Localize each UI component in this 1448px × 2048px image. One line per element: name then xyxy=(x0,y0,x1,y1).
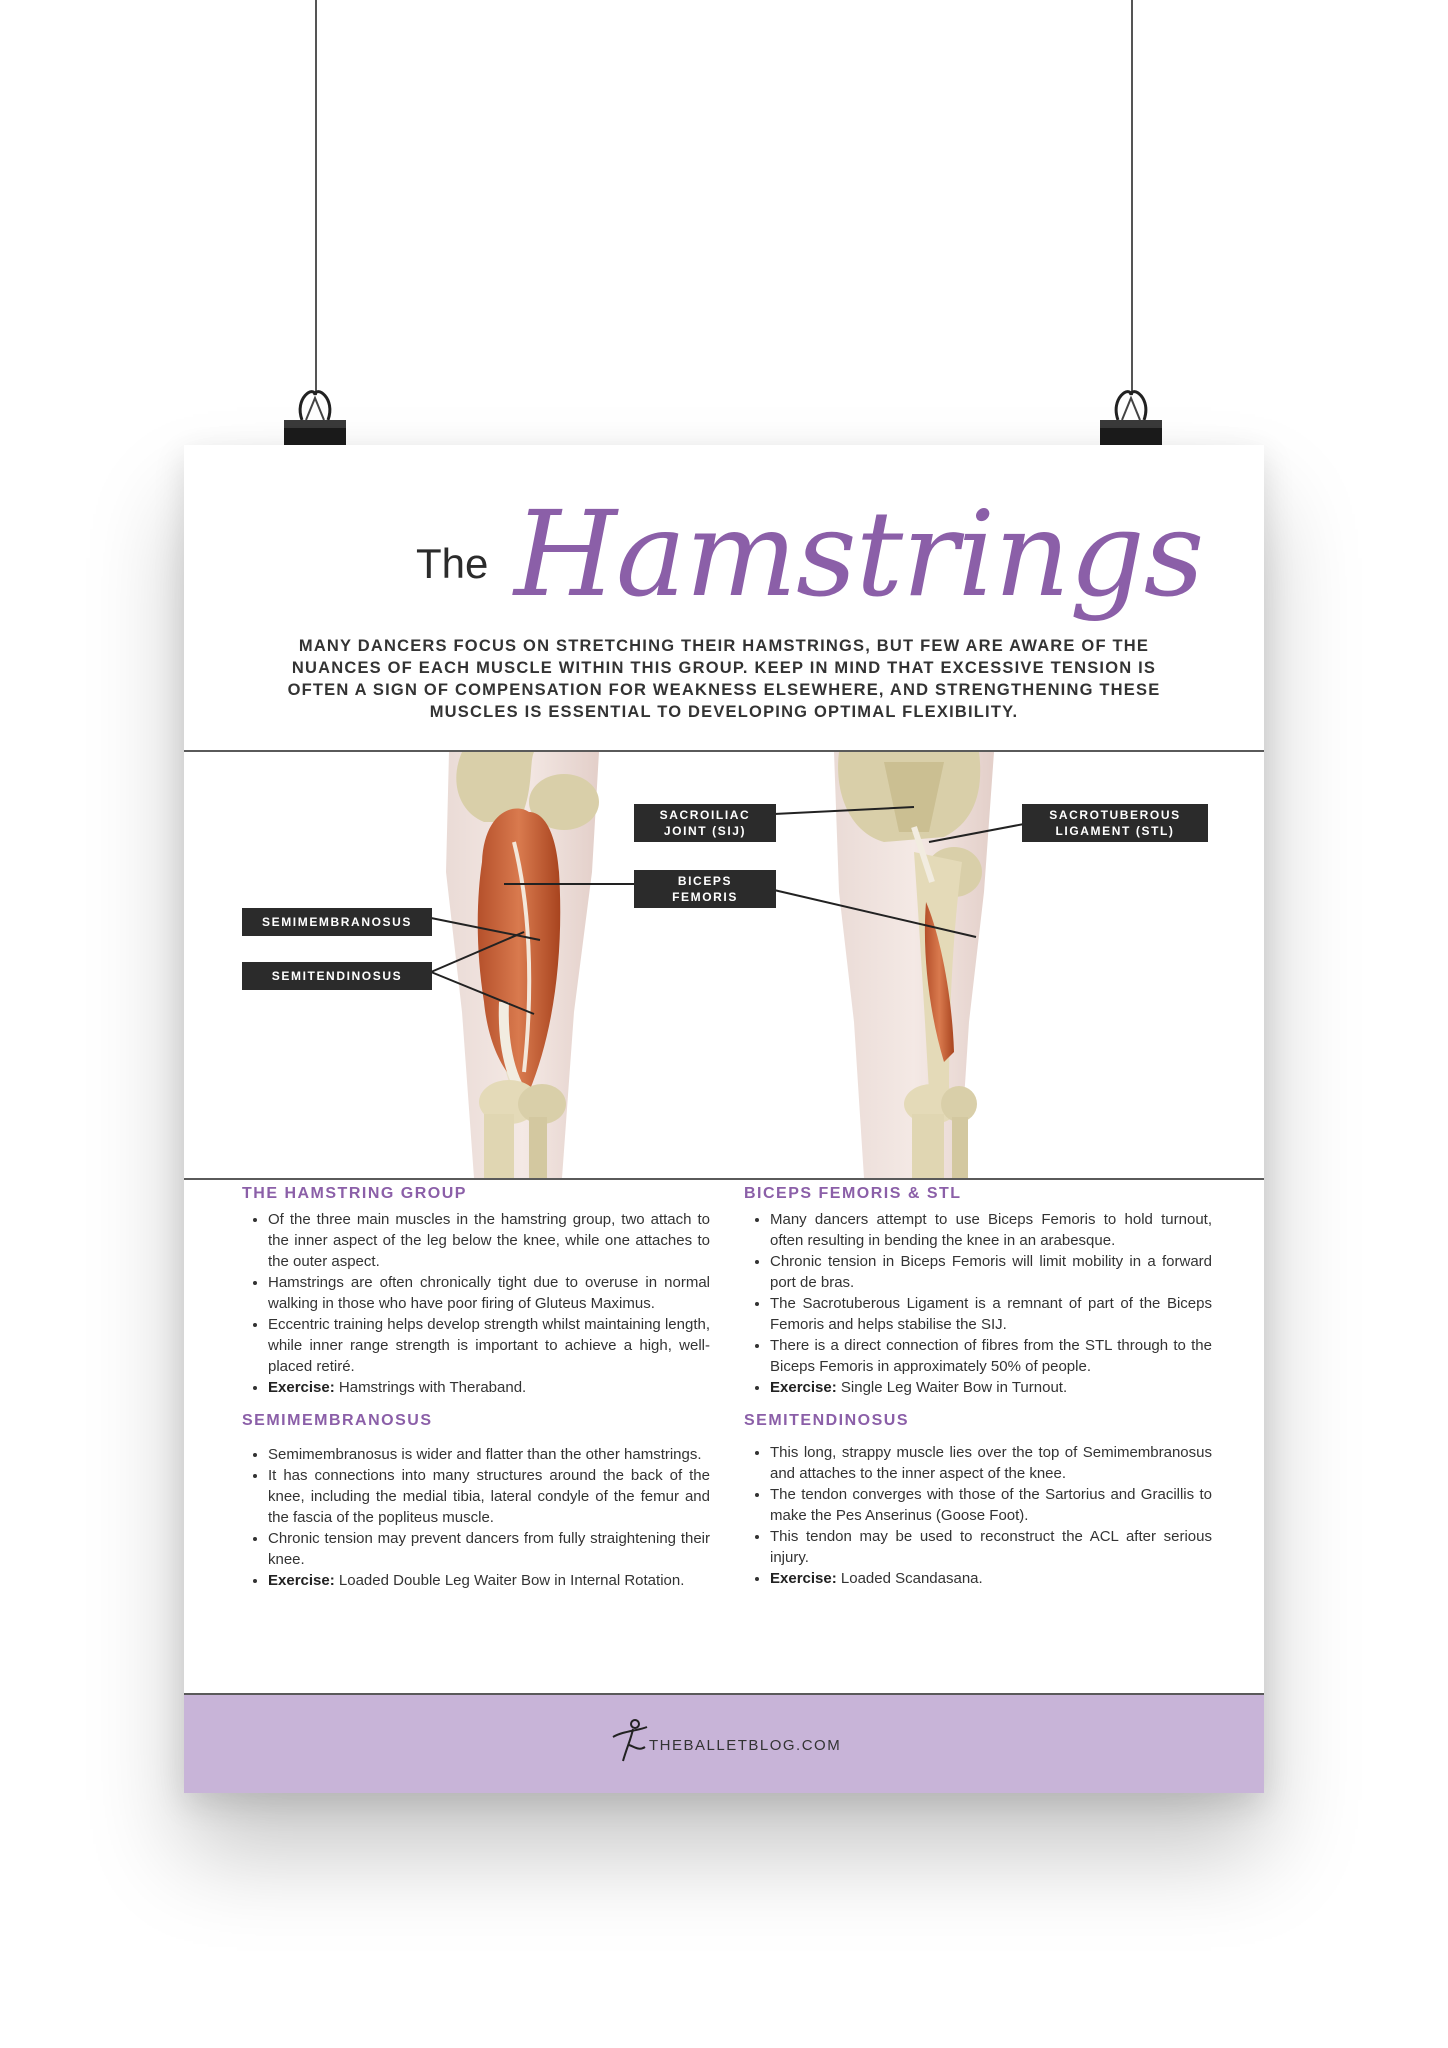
poster-footer xyxy=(184,1695,1264,1793)
label-biceps-line1: BICEPS xyxy=(677,874,733,888)
left-column xyxy=(242,1185,710,1605)
exercise-label: Exercise: xyxy=(268,1379,335,1396)
hanging-wire-left xyxy=(315,0,317,395)
heading-hamstring-group: THE HAMSTRING GROUP xyxy=(242,1185,467,1202)
list-item-exercise xyxy=(770,1377,1212,1398)
heading-biceps-femoris-stl: BICEPS FEMORIS & STL xyxy=(744,1185,962,1202)
footer-site-link[interactable]: THEBALLETBLOG.COM xyxy=(649,1737,842,1754)
label-biceps-femoris xyxy=(634,870,776,908)
right-column xyxy=(744,1185,1212,1603)
exercise-label: Exercise: xyxy=(770,1570,837,1587)
list-item: • Chronic tension in Biceps Femoris will limit mobility in a forward port de bras. xyxy=(770,1251,1212,1293)
exercise-label: Exercise: xyxy=(770,1379,837,1396)
right-leg-illustration xyxy=(834,752,994,1178)
hanging-wire-right xyxy=(1131,0,1133,395)
label-biceps-line2: FEMORIS xyxy=(672,890,738,904)
list-item: • This long, strappy muscle lies over the top of Semimembranosus and attaches to the inner aspect of the knee. xyxy=(770,1442,1212,1484)
poster-header xyxy=(184,445,1264,750)
label-stl-line1: SACROTUBEROUS xyxy=(1049,808,1181,822)
list-item: • The Sacrotuberous Ligament is a remnant of part of the Biceps Femoris and helps stabilise the SIJ. xyxy=(770,1293,1212,1335)
list-item-exercise xyxy=(268,1570,710,1591)
list-item: • Hamstrings are often chronically tight due to overuse in normal walking in those who have poor firing of Gluteus Maximus. xyxy=(268,1272,710,1314)
list-semimembranosus xyxy=(242,1444,710,1591)
label-sij-line1: SACROILIAC xyxy=(659,808,751,822)
dancer-logo-icon xyxy=(609,1717,651,1765)
list-item: • Eccentric training helps develop strength whilst maintaining length, while inner range strength is important to achieve a high, well-placed retiré. xyxy=(268,1314,710,1377)
text-columns xyxy=(184,1185,1264,1685)
list-hamstring-group xyxy=(242,1209,710,1398)
label-sacroiliac-joint xyxy=(634,804,776,842)
exercise-label: Exercise: xyxy=(268,1572,335,1589)
intro-text: MANY DANCERS FOCUS ON STRETCHING THEIR HAMSTRINGS, BUT FEW ARE AWARE OF THE NUANCES OF EACH MUSCLE WITHIN THIS GROUP. KEEP IN MIND THAT EXCESSIVE TENSION IS OFTEN A SIGN OF COMPENSATION FOR WEAKNESS ELSEWHERE, AND STRENGTHENING THESE MUSCLES IS ESSENTIAL TO DEVELOPING OPTIMAL FLEXIBILITY. xyxy=(287,637,1161,721)
list-semitendinosus xyxy=(744,1442,1212,1589)
left-leg-illustration xyxy=(446,752,599,1178)
exercise-text: Single Leg Waiter Bow in Turnout. xyxy=(840,1379,1068,1396)
list-item: • Of the three main muscles in the hamstring group, two attach to the inner aspect of the leg below the knee, while one attaches to the outer aspect. xyxy=(268,1209,710,1272)
list-item-exercise xyxy=(770,1568,1212,1589)
title-prefix: The xyxy=(416,540,489,587)
exercise-text: Loaded Scandasana. xyxy=(840,1570,983,1587)
exercise-text: Loaded Double Leg Waiter Bow in Internal Rotation. xyxy=(338,1572,685,1589)
heading-semitendinosus: SEMITENDINOSUS xyxy=(744,1412,910,1429)
label-stl-line2: LIGAMENT (STL) xyxy=(1055,824,1175,838)
list-item: • Semimembranosus is wider and flatter than the other hamstrings. xyxy=(268,1444,710,1465)
exercise-text: Hamstrings with Theraband. xyxy=(338,1379,527,1396)
label-sij-line2: JOINT (SIJ) xyxy=(663,824,747,838)
label-sacrotuberous-ligament xyxy=(1022,804,1208,842)
list-item: • There is a direct connection of fibres from the STL through to the Biceps Femoris in approximately 50% of people. xyxy=(770,1335,1212,1377)
list-item: • Many dancers attempt to use Biceps Femoris to hold turnout, often resulting in bending the knee in an arabesque. xyxy=(770,1209,1212,1251)
label-semitendinosus-text: SEMITENDINOSUS xyxy=(271,969,403,983)
anatomy-figure xyxy=(184,752,1264,1178)
label-semimembranosus-text: SEMIMEMBRANOSUS xyxy=(261,915,412,929)
figure-divider xyxy=(184,1178,1264,1180)
label-semimembranosus xyxy=(242,908,432,936)
heading-semimembranosus: SEMIMEMBRANOSUS xyxy=(242,1412,433,1429)
list-item: • It has connections into many structures around the back of the knee, including the medial tibia, lateral condyle of the femur and the fascia of the popliteus muscle. xyxy=(268,1465,710,1528)
title-main: Hamstrings xyxy=(514,485,1204,623)
list-item: • The tendon converges with those of the Sartorius and Gracillis to make the Pes Anserinus (Goose Foot). xyxy=(770,1484,1212,1526)
list-biceps-femoris-stl xyxy=(744,1209,1212,1398)
list-item-exercise xyxy=(268,1377,710,1398)
poster xyxy=(184,445,1264,1793)
list-item: • Chronic tension may prevent dancers from fully straightening their knee. xyxy=(268,1528,710,1570)
label-semitendinosus xyxy=(242,962,432,990)
list-item: • This tendon may be used to reconstruct the ACL after serious injury. xyxy=(770,1526,1212,1568)
